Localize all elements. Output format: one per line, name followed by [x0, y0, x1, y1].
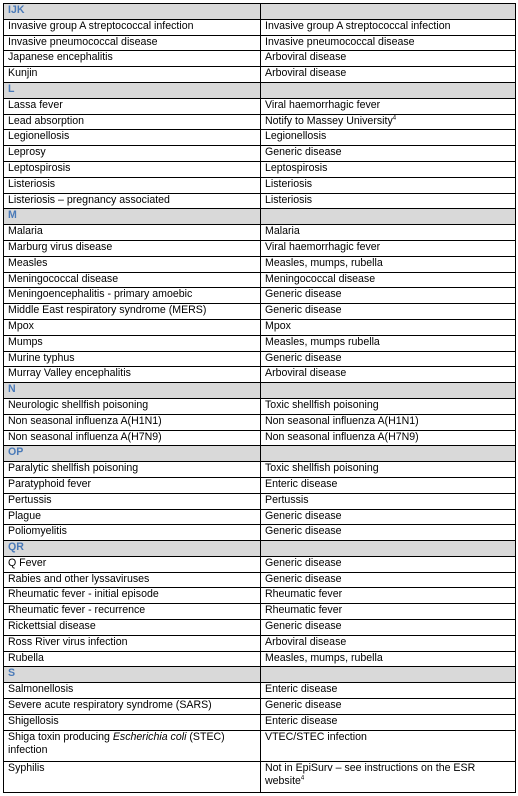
- disease-name: Rabies and other lyssaviruses: [4, 572, 261, 588]
- table-row: [4, 588, 516, 604]
- episurv-form-text: Rheumatic fever: [265, 604, 343, 617]
- disease-name: Rheumatic fever - recurrence: [4, 604, 261, 620]
- episurv-form-text: Meningococcal disease: [265, 272, 376, 285]
- episurv-form-text: Generic disease: [265, 146, 342, 159]
- episurv-form-text: Notify to Massey University: [265, 114, 393, 127]
- episurv-form: [261, 240, 516, 256]
- disease-name: Kunjin: [4, 67, 261, 83]
- table-row: [4, 699, 516, 715]
- episurv-form-text: Toxic shellfish poisoning: [265, 398, 379, 411]
- disease-name: Rickettsial disease: [4, 620, 261, 636]
- disease-name: Japanese encephalitis: [4, 51, 261, 67]
- episurv-form-text: Arboviral disease: [265, 635, 347, 648]
- disease-name: Syphilis: [4, 761, 261, 792]
- episurv-form: [261, 225, 516, 241]
- episurv-form-text: Measles, mumps, rubella: [265, 651, 383, 664]
- disease-name: Malaria: [4, 225, 261, 241]
- episurv-form: [261, 146, 516, 162]
- episurv-form: [261, 35, 516, 51]
- table-row: [4, 161, 516, 177]
- episurv-form: [261, 51, 516, 67]
- episurv-form: [261, 193, 516, 209]
- table-row: [4, 604, 516, 620]
- disease-name: Pertussis: [4, 493, 261, 509]
- table-row: [4, 477, 516, 493]
- section-header-row: [4, 82, 516, 98]
- table-row: [4, 98, 516, 114]
- episurv-form: VTEC/STEC infection: [261, 730, 516, 761]
- episurv-form-text: Generic disease: [265, 556, 342, 569]
- section-header-blank: [261, 82, 516, 98]
- table-row: [4, 19, 516, 35]
- table-row: [4, 572, 516, 588]
- table-row: [4, 683, 516, 699]
- section-header-row: [4, 383, 516, 399]
- episurv-form-text: Arboviral disease: [265, 67, 347, 80]
- disease-name: Measles: [4, 256, 261, 272]
- episurv-form: [261, 319, 516, 335]
- section-letter: N: [4, 383, 261, 399]
- episurv-form-text: Generic disease: [265, 304, 342, 317]
- episurv-form: [261, 525, 516, 541]
- table-row: [4, 51, 516, 67]
- episurv-form: [261, 761, 516, 792]
- episurv-form-text: Malaria: [265, 225, 300, 238]
- disease-name: Listeriosis – pregnancy associated: [4, 193, 261, 209]
- table-row: [4, 414, 516, 430]
- episurv-form: [261, 130, 516, 146]
- episurv-form-text: Generic disease: [265, 699, 342, 712]
- episurv-form: [261, 67, 516, 83]
- episurv-form: [261, 414, 516, 430]
- disease-name: Meningococcal disease: [4, 272, 261, 288]
- episurv-form: [261, 351, 516, 367]
- episurv-form: [261, 177, 516, 193]
- table-row: [4, 130, 516, 146]
- episurv-form-text: Generic disease: [265, 351, 342, 364]
- episurv-form: [261, 114, 516, 130]
- table-row: [4, 525, 516, 541]
- disease-name: Middle East respiratory syndrome (MERS): [4, 304, 261, 320]
- episurv-form: [261, 572, 516, 588]
- episurv-form: [261, 161, 516, 177]
- episurv-form-text: Generic disease: [265, 620, 342, 633]
- episurv-form: [261, 335, 516, 351]
- table-row: [4, 272, 516, 288]
- table-row: [4, 177, 516, 193]
- disease-name: Ross River virus infection: [4, 635, 261, 651]
- disease-name: Invasive pneumococcal disease: [4, 35, 261, 51]
- disease-name: Marburg virus disease: [4, 240, 261, 256]
- disease-name: Rheumatic fever - initial episode: [4, 588, 261, 604]
- footnote-marker: 4: [392, 115, 397, 122]
- table-row: [4, 304, 516, 320]
- episurv-form: [261, 651, 516, 667]
- table-row: [4, 620, 516, 636]
- episurv-form-text: Listeriosis: [265, 177, 313, 190]
- episurv-form-text: Enteric disease: [265, 477, 338, 490]
- disease-name: Rubella: [4, 651, 261, 667]
- disease-name: Non seasonal influenza A(H7N9): [4, 430, 261, 446]
- disease-name: Severe acute respiratory syndrome (SARS): [4, 699, 261, 715]
- episurv-form-text: Enteric disease: [265, 683, 338, 696]
- disease-name: Lead absorption: [4, 114, 261, 130]
- table-row: [4, 114, 516, 130]
- disease-name: Mumps: [4, 335, 261, 351]
- section-header-blank: [261, 4, 516, 20]
- episurv-form-text: Leptospirosis: [265, 161, 328, 174]
- disease-name: Listeriosis: [4, 177, 261, 193]
- disease-name: Murray Valley encephalitis: [4, 367, 261, 383]
- episurv-form-text: Enteric disease: [265, 714, 338, 727]
- episurv-form: [261, 493, 516, 509]
- episurv-form-text: Invasive group A streptococcal infection: [265, 19, 451, 32]
- episurv-form-text: Listeriosis: [265, 193, 313, 206]
- section-letter: L: [4, 82, 261, 98]
- episurv-form-text: Mpox: [265, 319, 291, 332]
- table-row: [4, 714, 516, 730]
- episurv-form: [261, 367, 516, 383]
- episurv-form: [261, 98, 516, 114]
- table-row: [4, 225, 516, 241]
- stec-italic: Escherichia coli: [112, 730, 187, 743]
- episurv-form-text: Not in EpiSurv – see instructions on the ESR website: [265, 761, 476, 787]
- table-row: [4, 256, 516, 272]
- episurv-form-text: Non seasonal influenza A(H1N1): [265, 414, 419, 427]
- section-header-blank: [261, 383, 516, 399]
- section-header-row: [4, 541, 516, 557]
- disease-name: Salmonellosis: [4, 683, 261, 699]
- table-row: [4, 367, 516, 383]
- section-header-blank: [261, 446, 516, 462]
- episurv-form-text: Arboviral disease: [265, 367, 347, 380]
- disease-name: Mpox: [4, 319, 261, 335]
- section-header-blank: [261, 209, 516, 225]
- episurv-form-text: Invasive pneumococcal disease: [265, 35, 415, 48]
- section-letter: QR: [4, 541, 261, 557]
- disease-name: Murine typhus: [4, 351, 261, 367]
- episurv-form: [261, 398, 516, 414]
- disease-name: Q Fever: [4, 556, 261, 572]
- table-row: [4, 35, 516, 51]
- table-row: [4, 240, 516, 256]
- episurv-form: [261, 430, 516, 446]
- section-letter: IJK: [4, 4, 261, 20]
- episurv-form: [261, 304, 516, 320]
- table-row: [4, 509, 516, 525]
- table-row: [4, 146, 516, 162]
- disease-name: Neurologic shellfish poisoning: [4, 398, 261, 414]
- episurv-form: [261, 272, 516, 288]
- table-row: [4, 430, 516, 446]
- table-row: [4, 462, 516, 478]
- disease-name: Legionellosis: [4, 130, 261, 146]
- section-header-blank: [261, 541, 516, 557]
- episurv-form: [261, 620, 516, 636]
- section-header-row: [4, 4, 516, 20]
- episurv-form: [261, 19, 516, 35]
- footnote-marker: 4: [300, 775, 305, 782]
- episurv-form-text: Viral haemorrhagic fever: [265, 240, 381, 253]
- disease-name: Paratyphoid fever: [4, 477, 261, 493]
- disease-name: Lassa fever: [4, 98, 261, 114]
- episurv-form-text: Arboviral disease: [265, 51, 347, 64]
- disease-name: Paralytic shellfish poisoning: [4, 462, 261, 478]
- section-header-row: [4, 209, 516, 225]
- section-letter: OP: [4, 446, 261, 462]
- table-row: [4, 351, 516, 367]
- episurv-form-text: Viral haemorrhagic fever: [265, 98, 381, 111]
- table-row: [4, 761, 516, 792]
- table-row: [4, 193, 516, 209]
- episurv-form: [261, 477, 516, 493]
- table-row: [4, 730, 516, 761]
- episurv-form-text: Generic disease: [265, 525, 342, 538]
- episurv-form: [261, 462, 516, 478]
- table-row: [4, 288, 516, 304]
- disease-name: Leptospirosis: [4, 161, 261, 177]
- table-row: [4, 398, 516, 414]
- episurv-form: [261, 256, 516, 272]
- episurv-form: [261, 288, 516, 304]
- episurv-form-text: Toxic shellfish poisoning: [265, 462, 379, 475]
- episurv-form-text: Pertussis: [265, 493, 309, 506]
- stec-suffix: (STEC) infection: [8, 730, 225, 756]
- disease-name: Invasive group A streptococcal infection: [4, 19, 261, 35]
- disease-name: Poliomyelitis: [4, 525, 261, 541]
- disease-mapping-table: [3, 3, 516, 793]
- table-row: [4, 635, 516, 651]
- episurv-form-text: Rheumatic fever: [265, 588, 343, 601]
- section-header-blank: [261, 667, 516, 683]
- episurv-form-text: Measles, mumps rubella: [265, 335, 380, 348]
- episurv-form: [261, 588, 516, 604]
- table-row: [4, 651, 516, 667]
- disease-name: Shigellosis: [4, 714, 261, 730]
- table-row: [4, 556, 516, 572]
- episurv-form: [261, 714, 516, 730]
- section-header-row: [4, 667, 516, 683]
- disease-name: Plague: [4, 509, 261, 525]
- section-letter: M: [4, 209, 261, 225]
- disease-name: Leprosy: [4, 146, 261, 162]
- table-row: [4, 493, 516, 509]
- episurv-form-text: Measles, mumps, rubella: [265, 256, 383, 269]
- section-letter: S: [4, 667, 261, 683]
- table-row: [4, 319, 516, 335]
- table-row: [4, 335, 516, 351]
- section-header-row: [4, 446, 516, 462]
- table-row: [4, 67, 516, 83]
- disease-name: Meningoencephalitis - primary amoebic: [4, 288, 261, 304]
- episurv-form-text: Generic disease: [265, 509, 342, 522]
- episurv-form-text: Generic disease: [265, 288, 342, 301]
- episurv-form: [261, 509, 516, 525]
- episurv-form: [261, 699, 516, 715]
- episurv-form-text: Generic disease: [265, 572, 342, 585]
- stec-prefix: Shiga toxin producing: [8, 730, 113, 743]
- episurv-form-text: Non seasonal influenza A(H7N9): [265, 430, 419, 443]
- disease-name: [4, 730, 261, 761]
- episurv-form: [261, 683, 516, 699]
- disease-name: Non seasonal influenza A(H1N1): [4, 414, 261, 430]
- episurv-form: [261, 556, 516, 572]
- episurv-form-text: Legionellosis: [265, 130, 327, 143]
- table-body: [4, 4, 516, 793]
- episurv-form: [261, 635, 516, 651]
- episurv-form: [261, 604, 516, 620]
